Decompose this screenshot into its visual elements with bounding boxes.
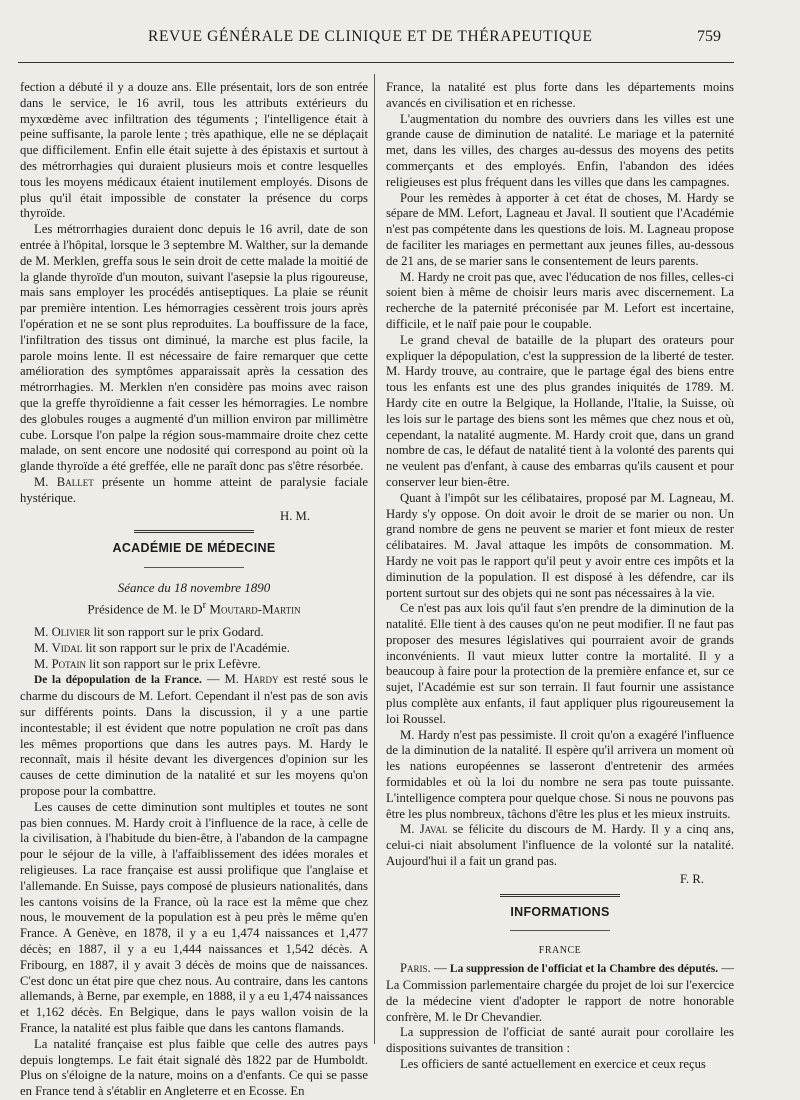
- paragraph: Quant à l'impôt sur les célibataires, proposé par M. Lagneau, M. Hardy s'y oppose. On doit avoir le droit de se marier ou non. Un grand nombre de gens ne peuvent se marier et font mieux de rester célibataires. M. Javal attaque les impôts de consommation. M. Hardy ne voit pas le rapport qu'il peut y avoir entre ces impôts et la diminution de la population. Il est disposé à les défendre, car ils portent surtout sur des objets qui ne sont pas nécessaires à la vie.: [386, 490, 734, 600]
- run-in-heading: De la dépopulation de la France.: [34, 674, 202, 687]
- left-column: [20, 80, 368, 1100]
- header-rule: [18, 62, 734, 63]
- column-divider: [374, 74, 375, 1044]
- section-title: INFORMATIONS: [510, 904, 610, 919]
- paragraph: Ce n'est pas aux lois qu'il faut s'en prendre de la diminution de la natalité. Elle tient à des causes qu'on ne peut modifier. Il ne faut pas proposer des mesures législatives qui pourraient avoir de grands inconvénients. Il vaut mieux lutter contre la mortalité. Il y a beaucoup à faire pour la protection de la première enfance et, sur ce sujet, l'Académie est sur son terrain. Il faut fournir une assistance plus complète aux enfants, il faut appliquer plus rigoureusement la loi Roussel.: [386, 601, 734, 726]
- paragraph: Le grand cheval de bataille de la plupart des orateurs pour expliquer la dépopulation, c'est la suppression de la liberté de tester. M. Hardy trouve, au contraire, que le partage égal des biens entre tous les enfants est une des plus grandes iniquités de 1789. M. Hardy cite en outre la Belgique, la Hollande, l'Italie, la Suisse, où les lois sur le partage des biens sont les mêmes que chez nous et où, cependant, la natalité augmente. M. Hardy croit que, dans un grand nombre de cas, le défaut de natalité tient à la volonté des parents qui ne veulent pas d'enfant, à cause des embarras qu'ils causent et pour conserver leur bien-être.: [386, 332, 734, 489]
- paragraph-text: présente un homme atteint de paralysie faciale hystérique.: [20, 474, 369, 505]
- report-line: M. Potain lit son rapport sur le prix Lefèvre.: [34, 656, 261, 671]
- paragraph: M. Hardy ne croit pas que, avec l'éducation de nos filles, celles-ci soient bien à même de choisir leurs maris avec discernement. La recherche de la paternité préconisée par M. Lefort est incertaine, difficile, et le naïf paie pour le coupable.: [386, 269, 734, 331]
- signature: F. R.: [679, 871, 704, 886]
- presidence-line: Présidence de M. le $D^r$ Moutard-Martin: [87, 598, 301, 617]
- paragraph: Les métrorrhagies duraient donc depuis le 16 avril, date de son entrée à l'hôpital, lorsque le 3 septembre M. Walther, sur la demande de M. Merklen, greffa sous le sein droit de cette malade la moitié de la glande thyroïde d'un mouton, suivant l'asepsie la plus rigoureuse, mais sans employer les procédés antiseptiques. La plaie se réunit par première intention. Les hémorragies cessèrent trois jours après l'opération et ne se sont plus reproduites. La bouffissure de la face, l'infiltration des tissus ont diminué, la marche est plus facile, la parole moins lente. Il est nécessaire de faire remarquer que cette amélioration des symptômes apparaissait après la cessation des métrorrhagies. M. Merklen n'en considère pas moins avec raison que la greffe thyroïdienne a fait cesser les hémorragies. Le nombre des globules rouges a augmenté d'un million environ par millimètre cube. Lorsque l'on palpe la région sous-mammaire droite chez cette malade, on sent encore une nodosité qui correspond au point où la glande thyroïde a été greffée, elle ne paraît donc pas s'être résorbée.: [20, 222, 368, 474]
- paragraph: Les officiers de santé actuellement en exercice et ceux reçus: [400, 1057, 706, 1072]
- section-separator: [134, 530, 254, 533]
- section-title: ACADÉMIE DE MÉDECINE: [112, 541, 276, 556]
- person-name: Ballet: [56, 474, 94, 489]
- session-date: Séance du 18 novembre 1890: [117, 580, 271, 596]
- paragraph: La natalité française est plus faible que celle des autres pays depuis longtemps. Le fait était signalé dès 1822 par de Humboldt. Plus on s'éloigne de la nature, moins on a d'enfants. Ce qui se passe en France tend à s'établir en Angleterre et en Ecosse. En: [20, 1036, 368, 1099]
- paragraph: Paris. — La suppression de l'officiat et la Chambre des députés. — La Commission parlementaire chargée du projet de loi sur l'exercice de la médecine vient d'adopter le rapport de notre honorable confrère, M. le Dr Chevandier.: [386, 961, 735, 1024]
- right-column: [386, 80, 734, 1073]
- paragraph: M. Ballet présente un homme atteint de paralysie faciale hystérique.: [20, 474, 369, 505]
- subheading: FRANCE: [538, 945, 582, 957]
- paragraph: M. Javal se félicite du discours de M. Hardy. Il y a cinq ans, celui-ci niait absolument l'influence de la volonté sur la natalité. Aujourd'hui il a fait un grand pas.: [386, 822, 734, 869]
- section-underline: [144, 567, 244, 568]
- paragraph: France, la natalité est plus forte dans les départements moins avancés en civilisation et en richesse.: [386, 80, 734, 110]
- section-separator: [500, 894, 620, 897]
- running-title: REVUE GÉNÉRALE DE CLINIQUE ET DE THÉRAPEUTIQUE: [148, 28, 593, 45]
- paragraph: De la dépopulation de la France. — M. Hardy est resté sous le charme du discours de M. Lefort. Cependant il n'est pas de son avis sur différents points. Dans la discussion, il y a une partie incontestable; il est évident que notre population ne croît pas dans les mêmes proportions que dans les autres pays. M. Hardy le reconnaît, mais il hésite devant les divergences d'opinion sur les causes de cette diminution de la natalité et sur les moyens qu'on propose pour la combattre.: [20, 672, 368, 798]
- page-number: 759: [697, 28, 721, 45]
- paragraph: M. Hardy n'est pas pessimiste. Il croit qu'on a exagéré l'influence de la diminution de la natalité. Il espère qu'il arrivera un moment où les nations européennes se lasseront d'entretenir des armées formidables et où la loi du nombre ne sera pas toute puissante. L'intelligence comptera pour quelque chose. Si nous ne pouvons pas être les plus nombreux, tâchons d'être les plus et les mieux instruits.: [386, 727, 734, 821]
- signature: H. M.: [280, 508, 310, 523]
- report-line: M. Vidal lit son rapport sur le prix de l'Académie.: [34, 640, 290, 655]
- paragraph: Pour les remèdes à apporter à cet état de choses, M. Hardy se sépare de MM. Lefort, Lagneau et Javal. Il soutient que l'Académie n'est pas compétente dans les questions de lois. M. Lagneau propose de faciliter les mariages en permettant aux jeunes filles, au-dessous de 21 ans, de se marier sans le consentement de leurs parents.: [386, 190, 734, 268]
- report-line: M. Olivier lit son rapport sur le prix Godard.: [34, 625, 264, 640]
- run-in-heading: La suppression de l'officiat et la Chambre des députés.: [449, 963, 719, 976]
- paragraph: fection a débuté il y a douze ans. Elle présentait, lors de son entrée dans le service, le 16 avril, tous les attributs extérieurs du myxœdème avec infiltration des téguments ; l'intelligence était à peine suffisante, la parole lente ; très apathique, elle ne se déplaçait que difficilement. Enfin elle était sujette à des épistaxis et surtout à des métrorrhagies qui duraient plusieurs mois et contre lesquelles tous les moyens médicaux étaient inutilement employés. Disons de plus qu'il était impossible de constater la présence du corps thyroïde.: [20, 80, 368, 221]
- paragraph: Les causes de cette diminution sont multiples et toutes ne sont pas bien connues. M. Hardy croit à l'influence de la race, à celle de la civilisation, à l'habitude du bien-être, à l'abandon de la campagne pour le séjour de la ville, à l'affaiblissement des idées morales et religieuses. La race française est aussi prolifique que l'anglaise et l'allemande. En Suisse, pays composé de plusieurs nationalités, dans les cantons voisins de la France, où la race est la même que chez nous, le mouvement de la population est à peu près le même qu'en France. A Genève, en 1878, il y a eu 1,474 naissances et 1,477 décès; en 1887, il y a eu 1,444 naissances et 1,542 décès. A Fribourg, en 1887, il y avait 3 décès de moins que de naissances. C'est donc un état pire que chez nous. Au contraire, dans les cantons allemands, à Berne, par exemple, en 1888, il y a eu 1,474 naissances et 1,162 décès. En Belgique, dans le pays wallon voisin de la France, la natalité est plus faible que dans les cantons flamands.: [20, 799, 368, 1035]
- running-header: [0, 26, 800, 52]
- section-underline: [510, 930, 610, 931]
- paragraph: La suppression de l'officiat de santé aurait pour corollaire les dispositions suivantes de transition :: [386, 1025, 734, 1056]
- paragraph: L'augmentation du nombre des ouvriers dans les villes est une grande cause de diminution de natalité. Le mariage et la paternité met, dans les villes, des charges au-dessus des moyens des petits commerçants et des employés. Enfin, l'abandon des idées religieuses est plus fréquent dans les villes que dans les campagnes.: [386, 111, 734, 189]
